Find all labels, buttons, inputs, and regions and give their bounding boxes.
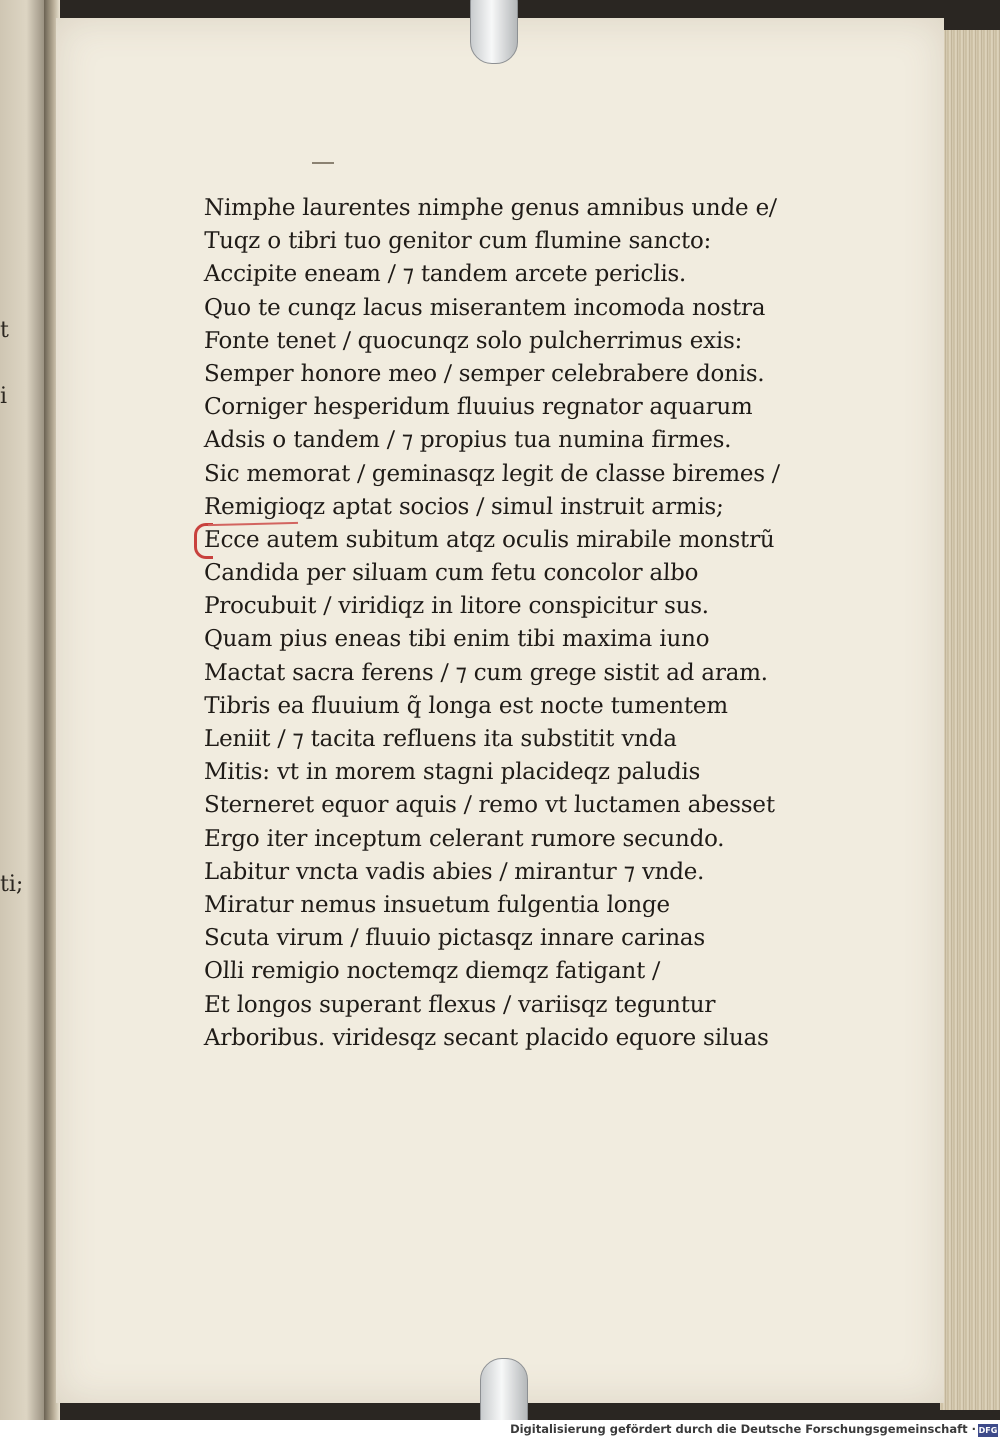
verse-line: Labitur vncta vadis abies / mirantur ⁊ vnde. xyxy=(203,858,705,885)
verse-line: Corniger hesperidum fluuius regnator aquarum xyxy=(203,394,754,421)
verse-line: Sic memorat / geminasqz legit de classe biremes / xyxy=(203,460,781,487)
verse-line: Adsis o tandem / ⁊ propius tua numina firmes. xyxy=(203,427,732,454)
verse-line: Leniit / ⁊ tacita refluens ita substitit vnda xyxy=(203,726,678,752)
funding-credit: Digitalisierung gefördert durch die Deutsche Forschungsgemeinschaft · xyxy=(510,1422,976,1436)
verse-line: Ergo iter inceptum celerant rumore secundo. xyxy=(203,825,725,852)
left-page-fragment: i xyxy=(0,384,8,409)
verse-line: Scuta virum / fluuio pictasqz innare carinas xyxy=(203,925,706,952)
verse-line: Candida per siluam cum fetu concolor albo xyxy=(203,560,699,587)
verse-line: Procubuit / viridiqz in litore conspicitur sus. xyxy=(203,593,710,620)
book-clamp-top xyxy=(470,0,518,64)
left-page-edge xyxy=(0,0,48,1420)
verse-line: Quo te cunqz lacus miserantem incomoda nostra xyxy=(203,294,766,321)
verse-line: Fonte tenet / quocunqz solo pulcherrimus exis: xyxy=(203,327,743,354)
verse-line: Et longos superant flexus / variisqz teguntur xyxy=(203,991,716,1018)
verse-line: Mitis: vt in morem stagni placideqz paludis xyxy=(203,759,701,786)
verse-line: Arboribus. viridesqz secant placido equore siluas xyxy=(203,1024,770,1051)
verse-line: Accipite eneam / ⁊ tandem arcete periclis. xyxy=(203,261,687,288)
footer-bar xyxy=(0,1420,1000,1442)
verse-line: Ecce autem subitum atqz oculis mirabile monstrũ xyxy=(203,526,775,553)
verse-line: Tuqz o tibri tuo genitor cum flumine sancto: xyxy=(203,228,712,255)
verse-line: Semper honore meo / semper celebrabere donis. xyxy=(203,360,766,387)
verse-line: Quam pius eneas tibi enim tibi maxima iuno xyxy=(203,626,710,653)
verse-line: Sterneret equor aquis / remo vt luctamen abesset xyxy=(203,792,776,819)
verse-block xyxy=(203,192,781,1055)
verse-line: Olli remigio noctemqz diemqz fatigant / xyxy=(203,958,661,985)
dfg-logo-icon: DFG xyxy=(978,1426,998,1435)
verse-line: Remigioqz aptat socios / simul instruit armis; xyxy=(203,493,725,520)
left-page-fragment: t xyxy=(0,318,9,343)
right-page-edges xyxy=(940,30,1000,1410)
book-clamp-bottom xyxy=(480,1358,528,1420)
left-page-fragment: ti; xyxy=(0,872,24,897)
verse-line: Mactat sacra ferens / ⁊ cum grege sistit ad aram. xyxy=(203,659,769,686)
ink-mark xyxy=(312,162,334,164)
verse-line: Nimphe laurentes nimphe genus amnibus unde e/ xyxy=(203,195,777,221)
verse-line: Tibris ea fluuium q̃ longa est nocte tumentem xyxy=(203,692,729,719)
verse-line: Miratur nemus insuetum fulgentia longe xyxy=(203,891,671,918)
